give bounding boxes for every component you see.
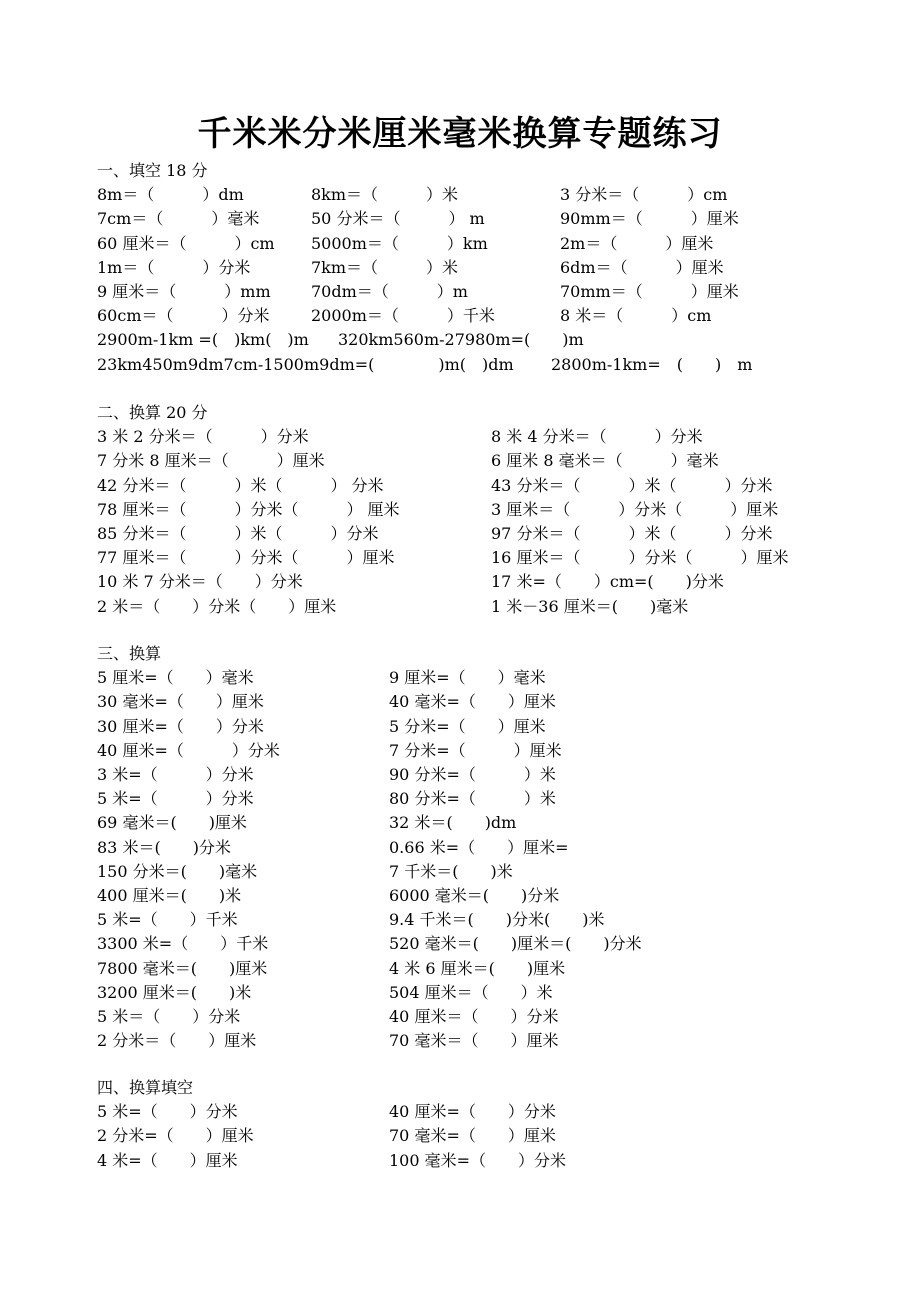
exercise-item: 8 米＝（ ）cm — [560, 306, 712, 326]
exercise-item: 7cm＝（ ）毫米 — [97, 209, 260, 229]
exercise-item: 7800 毫米＝( )厘米 — [97, 958, 268, 978]
exercise-item: 10 米 7 分米＝（ ）分米 — [97, 572, 303, 592]
exercise-item: 7 分米 8 厘米＝（ ）厘米 — [97, 451, 325, 471]
exercise-item: 4 米 6 厘米＝( )厘米 — [389, 958, 566, 978]
exercise-item: 83 米＝( )分米 — [97, 837, 231, 857]
exercise-item: 8km＝（ ）米 — [311, 185, 459, 205]
exercise-item: 97 分米＝（ ）米（ ）分米 — [491, 524, 773, 543]
exercise-item: 70 毫米＝（ ）厘米 — [389, 1031, 559, 1051]
exercise-item: 5 米=（ ）分米 — [97, 789, 254, 809]
section-heading: 二、换算 20 分 — [97, 403, 208, 422]
exercise-item: 3300 米=（ ）千米 — [97, 934, 269, 954]
section-heading: 三、换算 — [97, 644, 162, 663]
exercise-item: 2 分米＝（ ）厘米 — [97, 1031, 257, 1051]
exercise-item: 5 米=（ ）千米 — [97, 910, 238, 930]
exercise-item: 70dm＝（ ）m — [311, 282, 468, 301]
exercise-item: 16 厘米＝（ ）分米（ ）厘米 — [491, 548, 789, 568]
exercise-item: 320km560m-27980m=( )m — [338, 330, 584, 350]
exercise-item: 40 厘米=（ ）分米 — [389, 1102, 556, 1122]
exercise-item: 3 厘米＝（ ）分米（ ）厘米 — [491, 499, 779, 519]
page-title: 千米米分米厘米毫米换算专题练习 — [197, 114, 723, 154]
exercise-item: 3 分米＝（ ）cm — [560, 185, 728, 205]
section-heading: 一、填空 18 分 — [97, 161, 208, 180]
exercise-item: 1 米－36 厘米＝( )毫米 — [491, 596, 689, 616]
exercise-item: 69 毫米＝( )厘米 — [97, 813, 247, 833]
exercise-item: 2 米＝（ ）分米（ ）厘米 — [97, 596, 337, 616]
exercise-item: 7 分米=（ ）厘米 — [389, 740, 562, 760]
exercise-item: 520 毫米＝( )厘米＝( )分米 — [389, 934, 642, 954]
exercise-item: 9.4 千米＝( )分米( )米 — [389, 910, 605, 930]
exercise-item: 90 分米=（ ）米 — [389, 765, 556, 784]
exercise-item: 85 分米＝（ ）米（ ）分米 — [97, 524, 379, 543]
exercise-item: 42 分米＝（ ）米（ ） 分米 — [97, 475, 384, 495]
exercise-item: 5 米＝（ ）分米 — [97, 1007, 241, 1026]
exercise-item: 9 厘米＝（ ）mm — [97, 282, 271, 301]
exercise-item: 3 米 2 分米＝（ ）分米 — [97, 427, 309, 447]
exercise-item: 100 毫米=（ ）分米 — [389, 1150, 567, 1170]
exercise-item: 80 分米=（ ）米 — [389, 789, 556, 809]
exercise-item: 40 毫米=（ ）厘米 — [389, 692, 556, 712]
exercise-item: 90mm＝（ ）厘米 — [560, 209, 739, 229]
exercise-item: 9 厘米=（ ）毫米 — [389, 668, 546, 688]
exercise-item: 5000m＝（ ）km — [311, 233, 488, 253]
exercise-item: 30 毫米=（ ）厘米 — [97, 692, 264, 712]
exercise-item: 2m＝（ ）厘米 — [560, 233, 714, 253]
exercise-item: 70 毫米=（ ）厘米 — [389, 1126, 556, 1146]
exercise-item: 3 米=（ ）分米 — [97, 765, 254, 784]
exercise-item: 60cm＝（ ）分米 — [97, 306, 270, 326]
exercise-item: 2900m-1km =( )km( )m — [97, 330, 309, 350]
exercise-item: 2800m-1km= ( ) m — [551, 354, 753, 374]
exercise-item: 0.66 米=（ ）厘米= — [389, 837, 569, 857]
exercise-item: 6 厘米 8 毫米＝（ ）毫米 — [491, 451, 719, 471]
exercise-item: 2 分米=（ ）厘米 — [97, 1126, 254, 1146]
exercise-item: 8 米 4 分米＝（ ）分米 — [491, 427, 703, 447]
exercise-item: 40 厘米＝（ ）分米 — [389, 1007, 559, 1026]
exercise-item: 60 厘米＝（ ）cm — [97, 233, 275, 253]
exercise-item: 4 米=（ ）厘米 — [97, 1150, 238, 1170]
exercise-item: 504 厘米＝（ ）米 — [389, 982, 553, 1002]
exercise-item: 6000 毫米＝( )分米 — [389, 886, 560, 905]
exercise-item: 50 分米＝（ ） m — [311, 209, 485, 229]
exercise-item: 5 米=（ ）分米 — [97, 1102, 238, 1122]
exercise-item: 77 厘米＝（ ）分米（ ）厘米 — [97, 548, 395, 568]
exercise-item: 5 分米=（ ）厘米 — [389, 716, 546, 736]
exercise-item: 6dm＝（ ）厘米 — [560, 257, 724, 277]
exercise-item: 150 分米＝( )毫米 — [97, 861, 258, 881]
exercise-item: 2000m＝（ ）千米 — [311, 306, 495, 326]
exercise-item: 400 厘米＝( )米 — [97, 886, 242, 905]
exercise-item: 7 千米＝( )米 — [389, 861, 513, 881]
exercise-item: 40 厘米=（ ）分米 — [97, 740, 280, 760]
exercise-item: 23km450m9dm7cm-1500m9dm=( )m( )dm — [97, 354, 514, 374]
exercise-item: 1m＝（ ）分米 — [97, 257, 251, 277]
exercise-item: 78 厘米＝（ ）分米（ ） 厘米 — [97, 499, 400, 519]
exercise-item: 17 米=（ ）cm=( )分米 — [491, 572, 724, 592]
exercise-item: 70mm＝（ ）厘米 — [560, 282, 739, 301]
exercise-item: 7km＝（ ）米 — [311, 257, 459, 277]
exercise-item: 30 厘米=（ ）分米 — [97, 716, 264, 736]
exercise-item: 5 厘米=（ ）毫米 — [97, 668, 254, 688]
exercise-item: 43 分米＝（ ）米（ ）分米 — [491, 475, 773, 495]
exercise-item: 8m＝（ ）dm — [97, 185, 244, 205]
section-heading: 四、换算填空 — [97, 1078, 194, 1097]
exercise-item: 3200 厘米＝( )米 — [97, 982, 252, 1002]
exercise-item: 32 米＝( )dm — [389, 813, 517, 833]
